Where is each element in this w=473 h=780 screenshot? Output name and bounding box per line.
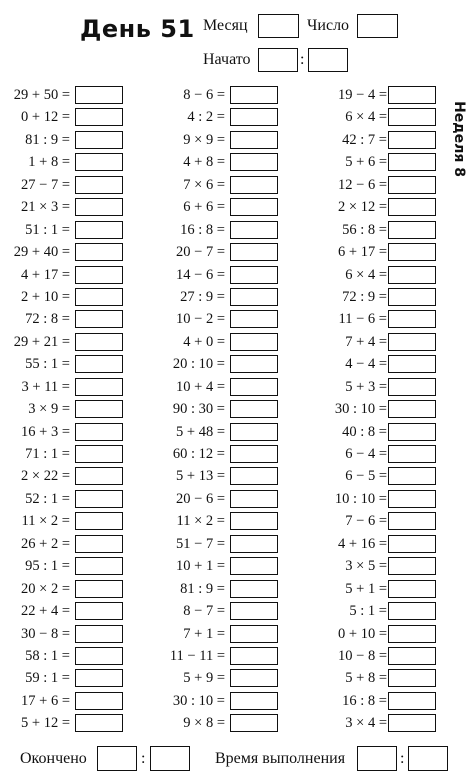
answer-field[interactable] [75,490,123,508]
month-field[interactable] [258,14,299,38]
answer-field[interactable] [75,602,123,620]
exercise-expression: 90 : 30 = [172,401,225,418]
exercise-row [160,623,280,645]
answer-field[interactable] [75,714,123,732]
exercise-row [5,645,123,667]
exercise-column-1 [5,84,123,735]
month-label: Месяц [203,17,248,34]
answer-field[interactable] [388,333,436,351]
answer-field[interactable] [75,467,123,485]
exercise-row [320,286,438,308]
answer-field[interactable] [388,400,436,418]
answer-field[interactable] [230,400,278,418]
exercise-row [160,129,280,151]
exercise-expression: 29 + 21 = [13,333,70,350]
exercise-row [320,219,438,241]
exercise-expression: 72 : 8 = [25,311,70,328]
exercise-row [320,645,438,667]
exercise-row [5,488,123,510]
exercise-expression: 11 × 2 = [21,513,70,530]
answer-field[interactable] [388,176,436,194]
exercise-row [160,353,280,375]
exercise-expression: 51 : 1 = [25,221,70,238]
answer-field[interactable] [388,355,436,373]
exercise-expression: 8 − 7 = [183,603,225,620]
answer-field[interactable] [230,445,278,463]
exercise-row [5,196,123,218]
exercise-row [160,578,280,600]
exercise-expression: 6 − 5 = [345,468,387,485]
exercise-expression: 59 : 1 = [25,670,70,687]
exercise-expression: 42 : 7 = [342,131,387,148]
exercise-expression: 10 − 8 = [338,647,387,664]
exercise-expression: 4 + 8 = [183,154,225,171]
exercise-row [320,712,438,734]
exercise-row [160,712,280,734]
exercise-row [5,106,123,128]
answer-field[interactable] [75,221,123,239]
exercise-row [160,443,280,465]
answer-field[interactable] [388,423,436,441]
answer-field[interactable] [230,198,278,216]
exercise-expression: 81 : 9 = [180,580,225,597]
answer-field[interactable] [230,647,278,665]
exercise-row [160,84,280,106]
answer-field[interactable] [75,647,123,665]
exercise-row [320,376,438,398]
exercise-expression: 30 : 10 = [172,692,225,709]
exercise-row [320,264,438,286]
duration-hours-field[interactable] [357,746,397,771]
answer-field[interactable] [388,86,436,104]
exercise-row [320,533,438,555]
answer-field[interactable] [75,692,123,710]
answer-field[interactable] [75,310,123,328]
answer-field[interactable] [75,580,123,598]
answer-field[interactable] [230,333,278,351]
answer-field[interactable] [388,512,436,530]
answer-field[interactable] [388,467,436,485]
exercise-expression: 20 × 2 = [21,580,70,597]
exercise-expression: 2 + 10 = [21,288,70,305]
exercise-expression: 81 : 9 = [25,131,70,148]
exercise-expression: 29 + 40 = [13,244,70,261]
exercise-expression: 10 + 1 = [176,558,225,575]
exercise-row [320,465,438,487]
started-time-separator: : [300,51,305,68]
exercise-expression: 11 × 2 = [176,513,225,530]
exercise-row [5,443,123,465]
date-label: Число [307,17,350,34]
answer-field[interactable] [388,221,436,239]
answer-field[interactable] [388,490,436,508]
answer-field[interactable] [388,310,436,328]
answer-field[interactable] [388,445,436,463]
answer-field[interactable] [230,131,278,149]
exercise-expression: 20 − 7 = [176,244,225,261]
answer-field[interactable] [230,714,278,732]
duration-minutes-field[interactable] [408,746,448,771]
exercise-expression: 30 : 10 = [334,401,387,418]
exercise-expression: 11 − 11 = [169,647,225,664]
answer-field[interactable] [388,669,436,687]
answer-field[interactable] [230,692,278,710]
answer-field[interactable] [75,198,123,216]
exercise-row [160,286,280,308]
answer-field[interactable] [388,714,436,732]
week-label: Неделя 8 [451,101,467,177]
exercise-expression: 3 × 4 = [345,715,387,732]
answer-field[interactable] [230,512,278,530]
exercise-row [160,174,280,196]
exercise-row [160,533,280,555]
exercise-row [320,600,438,622]
exercise-row [160,219,280,241]
exercise-row [5,151,123,173]
answer-field[interactable] [388,131,436,149]
exercise-row [320,151,438,173]
exercise-expression: 26 + 2 = [21,535,70,552]
exercise-expression: 56 : 8 = [342,221,387,238]
answer-field[interactable] [230,86,278,104]
exercise-expression: 19 − 4 = [338,87,387,103]
exercise-expression: 1 + 8 = [28,154,70,171]
exercise-expression: 27 − 7 = [21,176,70,193]
exercise-expression: 5 + 3 = [345,378,387,395]
answer-field[interactable] [388,288,436,306]
exercise-row [5,129,123,151]
exercise-row [320,308,438,330]
exercise-expression: 6 − 4 = [345,446,387,462]
answer-field[interactable] [230,108,278,126]
started-minutes-field[interactable] [308,48,348,72]
answer-field[interactable] [230,535,278,553]
exercise-row [5,331,123,353]
exercise-expression: 11 − 6 = [338,311,387,328]
exercise-row [5,667,123,689]
exercise-row [5,353,123,375]
exercise-row [160,196,280,218]
exercise-row [5,465,123,487]
answer-field[interactable] [230,378,278,396]
exercise-expression: 8 − 6 = [183,87,225,103]
exercise-row [160,555,280,577]
exercise-row [5,510,123,532]
answer-field[interactable] [388,198,436,216]
exercise-expression: 58 : 1 = [25,647,70,664]
started-hours-field[interactable] [258,48,298,72]
exercise-row [5,421,123,443]
exercise-expression: 51 − 7 = [176,535,225,552]
exercise-expression: 3 × 5 = [345,558,387,575]
page-title: День 51 [80,15,195,43]
exercise-row [160,510,280,532]
answer-field[interactable] [230,355,278,373]
exercise-row [320,555,438,577]
exercise-expression: 0 + 12 = [21,109,70,126]
answer-field[interactable] [230,423,278,441]
exercise-expression: 5 + 9 = [183,670,225,687]
answer-field[interactable] [75,153,123,171]
answer-field[interactable] [230,310,278,328]
answer-field[interactable] [230,221,278,239]
answer-field[interactable] [388,647,436,665]
exercise-row [160,376,280,398]
answer-field[interactable] [388,266,436,284]
exercise-expression: 16 : 8 = [342,692,387,709]
started-label: Начато [203,51,251,68]
exercise-row [320,510,438,532]
exercise-row [320,84,438,106]
exercise-expression: 6 + 6 = [183,199,225,216]
exercise-row [160,465,280,487]
exercise-row [320,488,438,510]
exercise-expression: 4 − 4 = [345,356,387,373]
exercise-expression: 10 : 10 = [334,490,387,507]
exercise-row [5,690,123,712]
exercise-row [320,667,438,689]
exercise-expression: 4 : 2 = [187,109,225,126]
answer-field[interactable] [388,580,436,598]
answer-field[interactable] [230,602,278,620]
exercise-expression: 7 − 6 = [345,513,387,530]
exercise-row [160,600,280,622]
answer-field[interactable] [388,602,436,620]
answer-field[interactable] [230,176,278,194]
exercise-expression: 2 × 22 = [21,468,70,485]
answer-field[interactable] [388,108,436,126]
exercise-row [160,331,280,353]
exercise-row [160,690,280,712]
exercise-row [320,129,438,151]
exercise-row [320,398,438,420]
answer-field[interactable] [75,423,123,441]
answer-field[interactable] [75,557,123,575]
exercise-expression: 5 + 1 = [345,580,387,597]
answer-field[interactable] [75,378,123,396]
answer-field[interactable] [388,535,436,553]
answer-field[interactable] [230,490,278,508]
date-field[interactable] [357,14,398,38]
answer-field[interactable] [230,625,278,643]
exercise-expression: 17 + 6 = [21,692,70,709]
exercise-expression: 40 : 8 = [342,423,387,440]
exercise-expression: 3 × 9 = [28,401,70,418]
exercise-row [5,623,123,645]
answer-field[interactable] [388,378,436,396]
exercise-row [160,106,280,128]
duration-time-separator: : [400,750,405,767]
exercise-row [5,555,123,577]
duration-label: Время выполнения [215,750,346,767]
exercise-row [5,241,123,263]
exercise-row [160,308,280,330]
finished-time-separator: : [141,750,146,767]
answer-field[interactable] [230,243,278,261]
answer-field[interactable] [75,176,123,194]
exercise-row [5,398,123,420]
answer-field[interactable] [75,400,123,418]
exercise-expression: 4 + 16 = [338,535,387,552]
answer-field[interactable] [75,669,123,687]
exercise-row [320,353,438,375]
exercise-expression: 16 + 3 = [21,423,70,440]
exercise-row [320,421,438,443]
answer-field[interactable] [75,288,123,306]
exercise-expression: 6 × 4 = [345,109,387,126]
exercise-row [5,308,123,330]
exercise-expression: 12 − 6 = [338,176,387,193]
exercise-expression: 4 + 17 = [21,266,70,283]
exercise-row [5,84,123,106]
answer-field[interactable] [75,333,123,351]
exercise-row [160,667,280,689]
exercise-expression: 7 + 1 = [183,625,225,642]
exercise-row [320,174,438,196]
exercise-row [160,241,280,263]
exercise-expression: 10 + 4 = [176,378,225,395]
exercise-expression: 95 : 1 = [25,558,70,575]
exercise-row [160,421,280,443]
answer-field[interactable] [75,243,123,261]
exercise-expression: 7 × 6 = [183,176,225,193]
exercise-row [320,106,438,128]
answer-field[interactable] [75,535,123,553]
exercise-expression: 5 + 13 = [176,468,225,485]
exercise-expression: 20 : 10 = [172,356,225,373]
exercise-row [320,623,438,645]
exercise-row [320,241,438,263]
exercise-row [160,264,280,286]
exercise-expression: 0 + 10 = [338,625,387,642]
exercise-expression: 22 + 4 = [21,603,70,620]
exercise-expression: 60 : 12 = [172,446,225,462]
exercise-row [5,264,123,286]
exercise-expression: 71 : 1 = [25,446,70,462]
answer-field[interactable] [388,625,436,643]
exercise-expression: 5 + 12 = [21,715,70,732]
exercise-row [5,376,123,398]
exercise-expression: 29 + 50 = [13,87,70,103]
exercise-expression: 27 : 9 = [180,288,225,305]
answer-field[interactable] [75,355,123,373]
exercise-expression: 20 − 6 = [176,490,225,507]
exercise-expression: 6 + 17 = [338,244,387,261]
answer-field[interactable] [75,86,123,104]
exercise-expression: 30 − 8 = [21,625,70,642]
answer-field[interactable] [388,692,436,710]
exercise-expression: 16 : 8 = [180,221,225,238]
exercise-row [5,600,123,622]
exercise-row [5,286,123,308]
answer-field[interactable] [230,266,278,284]
exercise-expression: 9 × 8 = [183,715,225,732]
exercise-row [160,398,280,420]
exercise-expression: 4 + 0 = [183,333,225,350]
exercise-expression: 21 × 3 = [21,199,70,216]
exercise-row [320,196,438,218]
answer-field[interactable] [230,153,278,171]
answer-field[interactable] [230,557,278,575]
exercise-row [160,645,280,667]
answer-field[interactable] [75,512,123,530]
exercise-row [320,443,438,465]
answer-field[interactable] [75,266,123,284]
exercise-row [5,578,123,600]
exercise-row [5,533,123,555]
exercise-row [160,151,280,173]
exercise-expression: 10 − 2 = [176,311,225,328]
exercise-expression: 52 : 1 = [25,490,70,507]
exercise-expression: 5 : 1 = [349,603,387,620]
finished-label: Окончено [20,750,87,767]
finished-hours-field[interactable] [97,746,137,771]
week-label-container [445,84,473,194]
exercise-expression: 14 − 6 = [176,266,225,283]
answer-field[interactable] [75,108,123,126]
answer-field[interactable] [75,131,123,149]
exercise-column-2 [160,84,280,735]
answer-field[interactable] [75,625,123,643]
answer-field[interactable] [230,580,278,598]
answer-field[interactable] [388,153,436,171]
answer-field[interactable] [230,288,278,306]
exercise-expression: 6 × 4 = [345,266,387,283]
exercise-expression: 7 + 4 = [345,333,387,350]
answer-field[interactable] [230,669,278,687]
exercise-row [320,578,438,600]
exercise-expression: 9 × 9 = [183,131,225,148]
exercise-expression: 72 : 9 = [342,288,387,305]
exercise-expression: 2 × 12 = [338,199,387,216]
exercise-expression: 5 + 6 = [345,154,387,171]
answer-field[interactable] [230,467,278,485]
exercise-row [5,712,123,734]
exercise-row [160,488,280,510]
exercise-expression: 3 + 11 = [21,378,70,395]
exercise-expression: 5 + 8 = [345,670,387,687]
exercise-expression: 55 : 1 = [25,356,70,373]
answer-field[interactable] [388,557,436,575]
exercise-row [320,690,438,712]
finished-minutes-field[interactable] [150,746,190,771]
exercise-row [5,219,123,241]
exercise-row [320,331,438,353]
exercise-column-3 [320,84,438,735]
answer-field[interactable] [388,243,436,261]
exercise-row [5,174,123,196]
answer-field[interactable] [75,445,123,463]
exercise-expression: 5 + 48 = [176,423,225,440]
